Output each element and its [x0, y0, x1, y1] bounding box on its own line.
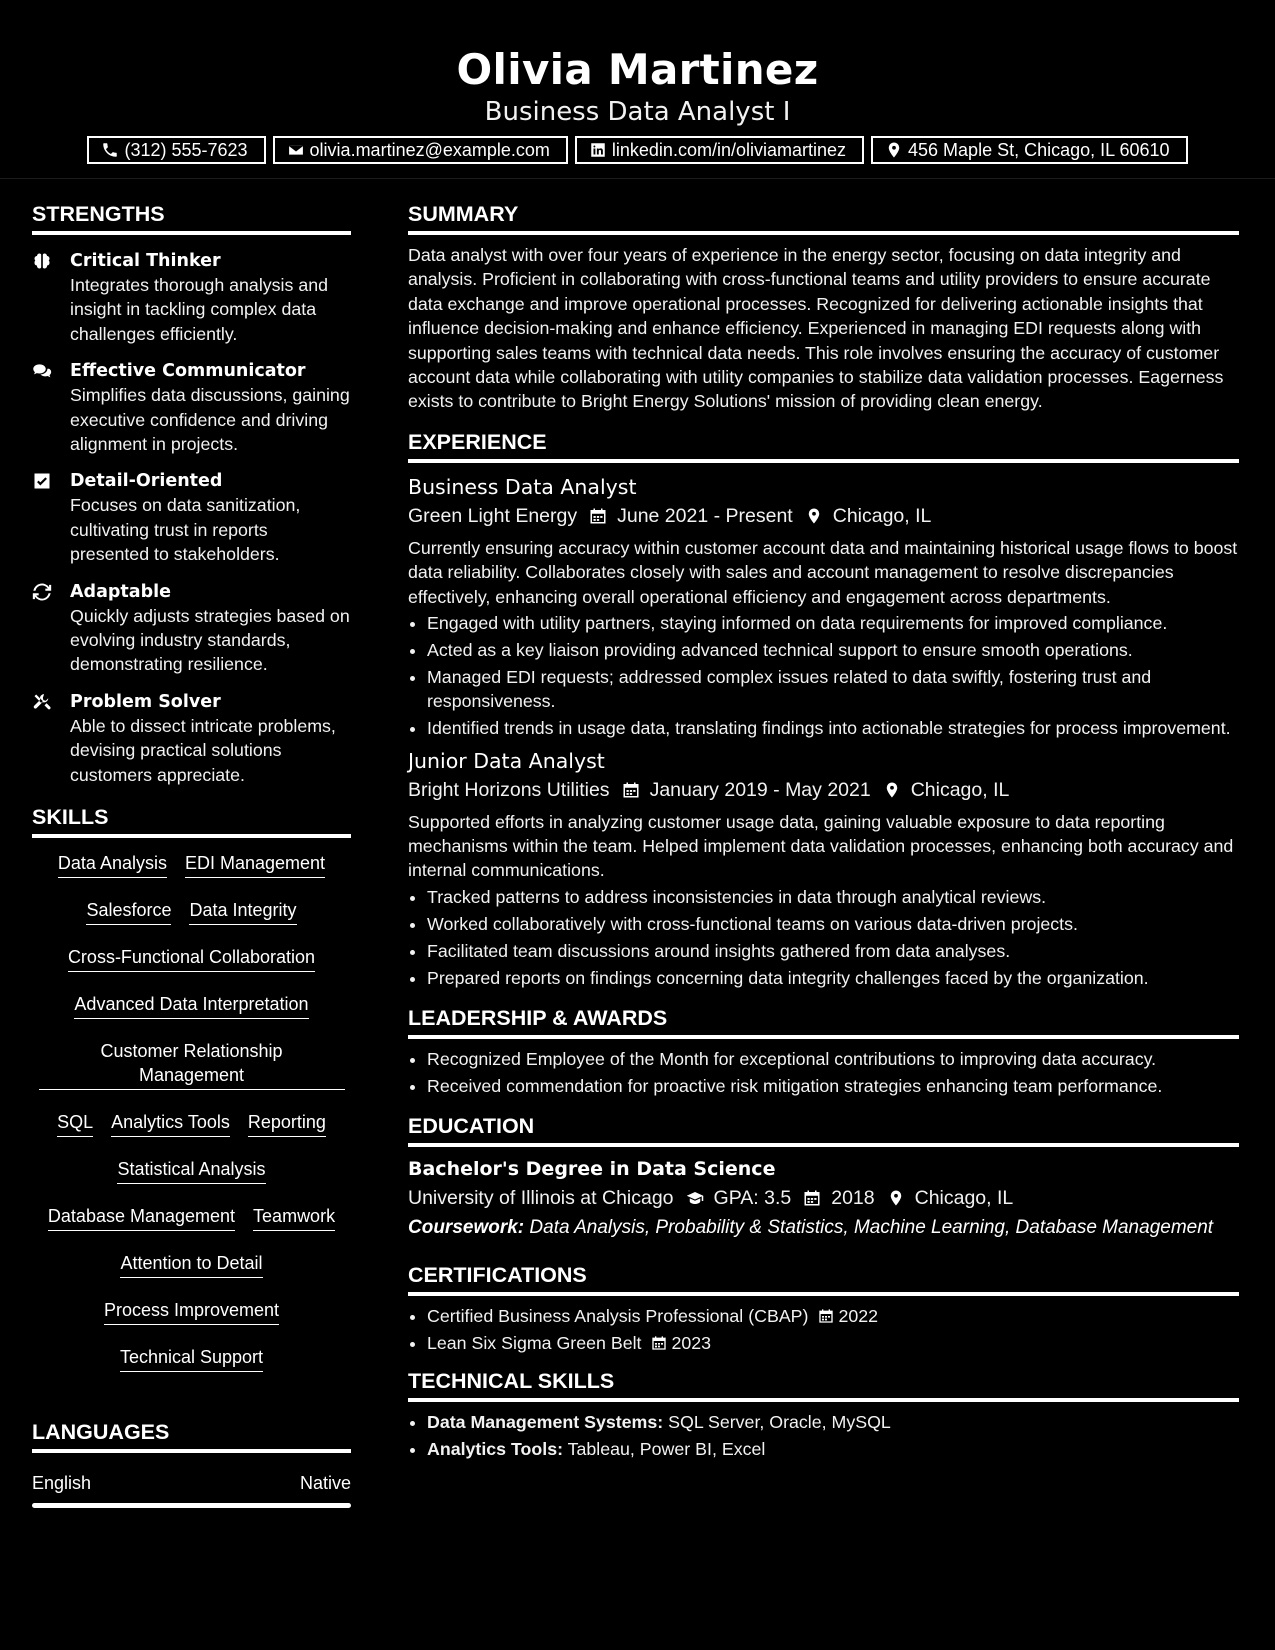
job-description: Currently ensuring accuracy within customer account data and maintaining historical usage flows to boost data reliability. Collaborates closely with sales and account management to resolve discrepancies effectively, enhancing overall operational efficiency and engagement across departments.: [408, 537, 1238, 607]
contact-phone: [87, 136, 265, 164]
strength-name: Adaptable: [70, 581, 171, 602]
contact-bar: [0, 136, 1275, 164]
skill-tag: Data Analysis: [58, 851, 167, 878]
map-marker-icon: [885, 141, 903, 159]
candidate-name: Olivia Martinez: [456, 45, 819, 94]
linkedin-icon: [589, 141, 607, 159]
job-location: Chicago, IL: [832, 504, 932, 527]
list-item: [427, 1437, 1239, 1461]
summary-text: Data analyst with over four years of experience in the energy sector, focusing on data integrity and analysis. Proficient in collaborating with cross-functional teams and utility providers to ensure accurate data exchange and improve operational processes. Recognized for delivering actionable insights that influence decision-making and enhance efficiency. Experienced in managing EDI requests along with supporting sales teams with technical data needs. This role involves ensuring the accuracy of customer account data while collaborating with utility companies to stabilize data validation processes. Eagerness exists to contribute to Bright Energy Solutions' mission of providing clean energy.: [408, 245, 1224, 412]
skill-tag: Analytics Tools: [111, 1110, 230, 1137]
strength-desc: Integrates thorough analysis and insight in tackling complex data challenges efficiently.: [70, 275, 329, 344]
brain-icon: [32, 251, 52, 271]
email-text[interactable]: olivia.martinez@example.com: [309, 139, 550, 160]
list-item: • Managed EDI requests; addressed complex issues related to data swiftly, fostering trust and responsiveness.: [427, 665, 1239, 714]
strength-desc: Simplifies data discussions, gaining executive confidence and driving alignment in projects.: [70, 385, 350, 455]
skill-tag: Salesforce: [86, 898, 171, 925]
strength-name: Critical Thinker: [70, 251, 221, 271]
strength-name: Effective Communicator: [70, 361, 306, 382]
skill-tag: Process Improvement: [104, 1298, 279, 1325]
list-item: • Identified trends in usage data, translating findings into actionable strategies for process improvement.: [427, 716, 1239, 740]
skill-tag: Database Management: [48, 1204, 235, 1231]
strength-desc: Focuses on data sanitization, cultivating trust in reports presented to stakeholders.: [70, 495, 301, 565]
phone-icon: [101, 141, 119, 159]
summary-heading: SUMMARY: [408, 200, 1239, 235]
coursework-list: Data Analysis, Probability & Statistics, Machine Learning, Database Management: [529, 1217, 1214, 1239]
checkbox-icon: [32, 471, 52, 491]
cert-name: Lean Six Sigma Green Belt: [427, 1332, 642, 1353]
graduation-cap-icon: [686, 1189, 704, 1207]
contact-linkedin[interactable]: [575, 136, 864, 164]
list-item: • Facilitated team discussions around insights gathered from data analyses.: [427, 939, 1239, 963]
skills-list: [32, 851, 351, 1392]
skill-tag: Customer Relationship Management: [39, 1039, 345, 1090]
header-divider: [0, 178, 1275, 179]
job-location: Chicago, IL: [910, 778, 1010, 801]
comments-icon: [32, 361, 52, 381]
job-entry: [408, 473, 1239, 741]
map-marker-icon: [883, 781, 901, 799]
right-column: [408, 200, 1239, 1464]
skill-tag: Reporting: [248, 1110, 326, 1137]
experience-heading: EXPERIENCE: [408, 428, 1239, 463]
strength-item: [32, 359, 351, 456]
skill-tag: Attention to Detail: [120, 1251, 262, 1278]
coursework-label: Coursework:: [408, 1217, 525, 1239]
technical-skills-list: [408, 1410, 1239, 1461]
calendar-icon: [622, 781, 640, 799]
list-item: [427, 1304, 1239, 1328]
envelope-icon: [287, 141, 305, 159]
job-bullets: [408, 885, 1239, 990]
job-dates: June 2021 - Present: [617, 504, 793, 527]
cert-name: Certified Business Analysis Professional (CBAP): [427, 1305, 809, 1326]
job-company: Green Light Energy: [408, 504, 578, 527]
certifications-heading: CERTIFICATIONS: [408, 1261, 1239, 1296]
strengths-list: [32, 249, 351, 787]
list-item: • Recognized Employee of the Month for exceptional contributions to improving data accuracy.: [427, 1047, 1239, 1071]
language-item: [32, 1471, 351, 1495]
strength-item: [32, 249, 351, 346]
tech-label: Analytics Tools:: [427, 1438, 564, 1459]
strengths-heading: STRENGTHS: [32, 200, 351, 235]
gpa: GPA: 3.5: [713, 1187, 792, 1210]
skill-tag: Teamwork: [253, 1204, 335, 1231]
job-description: Supported efforts in analyzing customer usage data, gaining valuable exposure to data reporting mechanisms within the team. Helped implement data validation processes, enhancing both accuracy and internal communications.: [408, 811, 1234, 881]
education-meta: [408, 1184, 1239, 1212]
degree-title: Bachelor's Degree in Data Science: [408, 1158, 776, 1181]
strength-name: Detail-Oriented: [70, 471, 223, 492]
list-item: • Received commendation for proactive risk mitigation strategies enhancing team performance.: [427, 1074, 1239, 1098]
strength-desc: Able to dissect intricate problems, devising practical solutions customers appreciate.: [70, 715, 336, 785]
tech-value: SQL Server, Oracle, MySQL: [668, 1411, 891, 1432]
skills-heading: SKILLS: [32, 803, 351, 838]
skill-tag: SQL: [57, 1110, 93, 1137]
calendar-icon: [803, 1189, 821, 1207]
job-bullets: [408, 611, 1239, 741]
leadership-heading: LEADERSHIP & AWARDS: [408, 1004, 1239, 1039]
list-item: • Tracked patterns to address inconsistencies in data through analytical reviews.: [427, 885, 1239, 909]
coursework: [408, 1216, 1239, 1240]
certifications-list: [408, 1304, 1239, 1355]
candidate-title: Business Data Analyst I: [484, 97, 791, 127]
skill-tag: Technical Support: [120, 1345, 263, 1372]
list-item: • Worked collaboratively with cross-functional teams on various data-driven projects.: [427, 912, 1239, 936]
linkedin-text[interactable]: linkedin.com/in/oliviamartinez: [611, 139, 847, 160]
contact-address: [871, 136, 1188, 164]
calendar-icon: [589, 507, 607, 525]
sync-icon: [32, 582, 52, 602]
language-level: Native: [299, 1473, 351, 1494]
tech-value: Tableau, Power BI, Excel: [567, 1438, 766, 1459]
resume-header: [0, 0, 1275, 164]
skill-tag: Advanced Data Interpretation: [74, 992, 308, 1019]
list-item: • Engaged with utility partners, staying informed on data requirements for improved compliance.: [427, 611, 1239, 635]
school-location: Chicago, IL: [914, 1187, 1014, 1210]
education-heading: EDUCATION: [408, 1112, 1239, 1147]
job-title: Business Data Analyst: [408, 474, 637, 499]
skill-tag: EDI Management: [185, 851, 325, 878]
list-item: [427, 1331, 1239, 1355]
tech-label: Data Management Systems:: [427, 1411, 664, 1432]
technical-skills-heading: TECHNICAL SKILLS: [408, 1367, 1239, 1402]
job-company: Bright Horizons Utilities: [408, 778, 610, 801]
strength-name: Problem Solver: [70, 691, 221, 712]
strength-item: [32, 690, 351, 787]
address-text: 456 Maple St, Chicago, IL 60610: [908, 139, 1170, 160]
strength-item: [32, 580, 351, 677]
contact-email[interactable]: [273, 136, 568, 164]
skill-tag: Data Integrity: [189, 898, 296, 925]
languages-heading: LANGUAGES: [32, 1418, 351, 1453]
job-entry: [408, 747, 1239, 990]
language-name: English: [32, 1473, 92, 1494]
skill-tag: Cross-Functional Collaboration: [68, 945, 315, 972]
phone-text: (312) 555-7623: [124, 139, 248, 160]
strength-desc: Quickly adjusts strategies based on evolving industry standards, demonstrating resilience.: [70, 605, 350, 675]
graduation-year: 2018: [831, 1187, 875, 1210]
list-item: [427, 1410, 1239, 1434]
strength-item: [32, 469, 351, 566]
job-meta: [408, 502, 1239, 530]
map-marker-icon: [887, 1189, 905, 1207]
skill-tag: Statistical Analysis: [117, 1157, 265, 1184]
left-column: [32, 200, 351, 1508]
school-name: University of Illinois at Chicago: [408, 1187, 674, 1210]
cert-year: 2022: [838, 1305, 879, 1326]
tools-icon: [32, 692, 52, 712]
job-title: Junior Data Analyst: [408, 748, 605, 773]
language-proficiency-bar: [32, 1503, 351, 1508]
list-item: • Acted as a key liaison providing advanced technical support to ensure smooth operations.: [427, 638, 1239, 662]
job-meta: [408, 776, 1239, 804]
calendar-icon: [818, 1308, 834, 1324]
calendar-icon: [651, 1335, 667, 1351]
cert-year: 2023: [671, 1332, 712, 1353]
job-dates: January 2019 - May 2021: [649, 778, 871, 801]
leadership-list: [408, 1047, 1239, 1098]
list-item: • Prepared reports on findings concerning data integrity challenges faced by the organization.: [427, 966, 1239, 990]
map-marker-icon: [805, 507, 823, 525]
